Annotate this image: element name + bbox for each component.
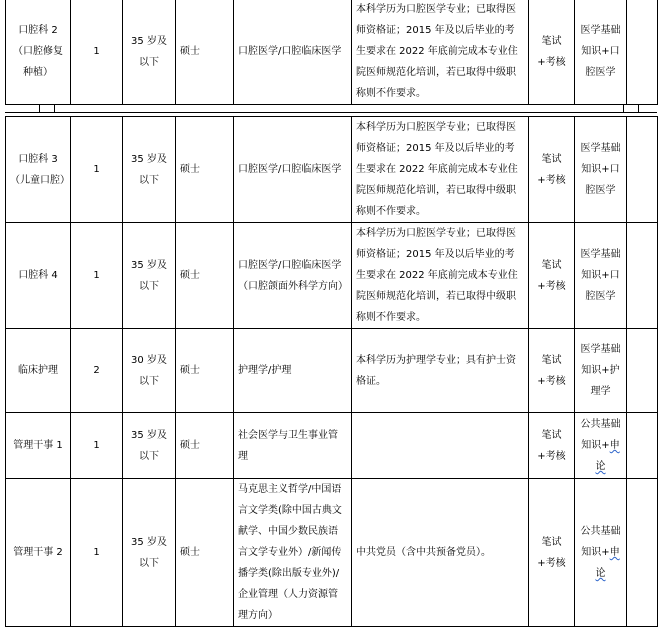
exam-subject-cell: 医学基础知识+护理学 [575,329,627,413]
major-cell: 口腔医学/口腔临床医学 [234,117,352,223]
exam-subject-text: 公共基础知识+ [580,526,621,558]
table-row [6,329,658,413]
requirement-cell [352,413,529,479]
empty-cell [627,223,658,329]
exam-method-cell: 笔试+考核 [529,0,575,105]
empty-cell [627,117,658,223]
empty-cell [627,479,658,627]
position-cell: 口腔科 3（儿童口腔） [6,117,71,223]
age-cell: 35 岁及以下 [123,223,176,329]
requirement-cell: 本科学历为护理学专业；具有护士资格证。 [352,329,529,413]
count-cell: 1 [71,223,123,329]
spellcheck-underlined-text: 申论 [595,440,620,472]
position-cell: 口腔科 4 [6,223,71,329]
major-cell: 社会医学与卫生事业管理 [234,413,352,479]
exam-method-cell: 笔试+考核 [529,479,575,627]
spellcheck-underlined-text: 申论 [595,547,620,579]
exam-subject-cell: 医学基础知识+口腔医学 [575,0,627,105]
table-row [6,0,658,105]
table-row [6,117,658,223]
major-cell: 马克思主义哲学/中国语言文学类(除中国古典文献学、中国少数民族语言文学专业外）/新闻传播学类(除出版专业外)/企业管理（人力资源管理方向） [234,479,352,627]
requirement-cell: 本科学历为口腔医学专业；已取得医师资格证；2015 年及以后毕业的考生要求在 2022 年底前完成本专业住院医师规范化培训，若已取得中级职称则不作要求。 [352,223,529,329]
page-break [5,104,657,116]
exam-subject-cell [575,413,627,479]
degree-cell: 硕士 [176,413,234,479]
age-cell: 35 岁及以下 [123,117,176,223]
count-cell: 1 [71,0,123,105]
table-row [6,479,658,627]
divider [5,112,657,113]
exam-method-cell: 笔试+考核 [529,329,575,413]
exam-subject-cell [575,479,627,627]
count-cell: 1 [71,117,123,223]
position-cell: 管理干事 2 [6,479,71,627]
requirement-cell: 中共党员（含中共预备党员）。 [352,479,529,627]
degree-cell: 硕士 [176,223,234,329]
table-row [6,413,658,479]
requirement-cell: 本科学历为口腔医学专业；已取得医师资格证；2015 年及以后毕业的考生要求在 2022 年底前完成本专业住院医师规范化培训，若已取得中级职称则不作要求。 [352,117,529,223]
age-cell: 35 岁及以下 [123,413,176,479]
empty-cell [627,329,658,413]
count-cell: 1 [71,413,123,479]
requirement-cell: 本科学历为口腔医学专业；已取得医师资格证；2015 年及以后毕业的考生要求在 2022 年底前完成本专业住院医师规范化培训，若已取得中级职称则不作要求。 [352,0,529,105]
exam-method-cell: 笔试+考核 [529,117,575,223]
degree-cell: 硕士 [176,479,234,627]
exam-method-cell: 笔试+考核 [529,223,575,329]
position-cell: 管理干事 1 [6,413,71,479]
recruitment-table-top [5,0,658,105]
exam-subject-cell: 医学基础知识+口腔医学 [575,223,627,329]
empty-cell [627,0,658,105]
age-cell: 35 岁及以下 [123,0,176,105]
recruitment-table [5,116,658,627]
table-row [6,223,658,329]
count-cell: 2 [71,329,123,413]
degree-cell: 硕士 [176,117,234,223]
degree-cell: 硕士 [176,329,234,413]
exam-subject-cell: 医学基础知识+口腔医学 [575,117,627,223]
exam-subject-text: 公共基础知识+ [580,419,621,451]
exam-method-cell: 笔试+考核 [529,413,575,479]
age-cell: 35 岁及以下 [123,479,176,627]
position-cell: 临床护理 [6,329,71,413]
position-cell: 口腔科 2（口腔修复种植） [6,0,71,105]
major-cell: 口腔医学/口腔临床医学 [234,0,352,105]
age-cell: 30 岁及以下 [123,329,176,413]
count-cell: 1 [71,479,123,627]
degree-cell: 硕士 [176,0,234,105]
empty-cell [627,413,658,479]
major-cell: 护理学/护理 [234,329,352,413]
major-cell: 口腔医学/口腔临床医学（口腔颌面外科学方向） [234,223,352,329]
